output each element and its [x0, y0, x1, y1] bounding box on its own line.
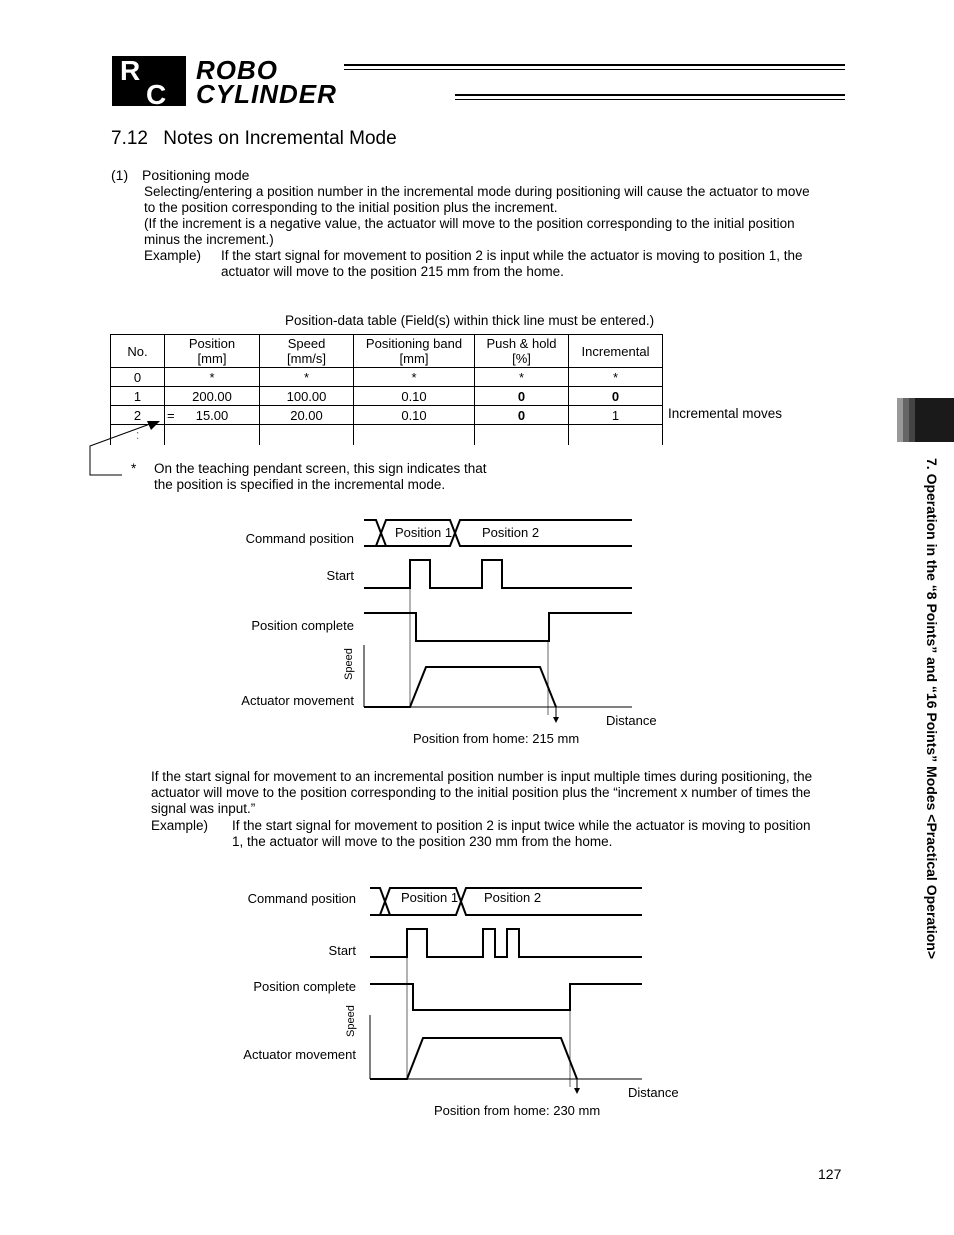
timing1-caption: Position from home: 215 mm — [413, 731, 580, 746]
col-header-position: Position [mm] — [165, 335, 260, 368]
col-header-speed: Speed [mm/s] — [260, 335, 354, 368]
footnote-text — [154, 461, 486, 493]
cell-position: * — [165, 368, 260, 387]
timing-diagram-1 — [0, 500, 954, 750]
footnote-line: the position is specified in the incremental mode. — [154, 477, 446, 492]
timing2-caption: Position from home: 230 mm — [434, 1103, 601, 1118]
cell-incremental: 1 — [569, 406, 663, 425]
paragraph-line: If the start signal for movement to an incremental position number is input multiple times during positioning, the — [151, 769, 813, 784]
intro-line: Selecting/entering a position number in the incremental mode during positioning will cause the actuator to move — [144, 184, 810, 199]
cell-push: 0 — [475, 406, 569, 425]
intro-line: minus the increment.) — [144, 232, 274, 247]
actuator-speed-profile — [364, 667, 556, 707]
label-position-complete: Position complete — [251, 618, 354, 633]
cell-band: 0.10 — [354, 387, 475, 406]
cell-incremental: 0 — [569, 387, 663, 406]
cell-position: 15.00 — [165, 406, 260, 425]
actuator-speed-profile — [370, 1038, 577, 1079]
example-line: 1, the actuator will move to the position 230 mm from the home. — [232, 834, 613, 849]
col-header-incremental: Incremental — [569, 335, 663, 368]
position-complete-signal — [364, 613, 632, 641]
cell-no-value: 2 — [133, 407, 142, 423]
paragraph-line: signal was input.” — [151, 801, 256, 816]
cell-push: 0 — [475, 387, 569, 406]
example-text-2 — [232, 818, 847, 850]
example-line: actuator will move to the position 215 mm from the home. — [221, 264, 564, 279]
label-command-position: Command position — [247, 891, 356, 906]
multi-input-paragraph — [151, 769, 851, 817]
cell-band: 0.10 — [354, 406, 475, 425]
intro-line: (If the increment is a negative value, the actuator will move to the position corresponding to the initial position — [144, 216, 795, 231]
command-position-1: Position 1 — [401, 890, 459, 905]
cell-band: * — [354, 368, 475, 387]
label-position-complete: Position complete — [253, 979, 356, 994]
col-header-band: Positioning band [mm] — [354, 335, 475, 368]
table-caption: Position-data table (Field(s) within thick line must be entered.) — [285, 313, 655, 328]
footnote-line: On the teaching pendant screen, this sign indicates that — [154, 461, 487, 476]
logo-letter-r: R — [120, 55, 141, 86]
cell-ellipsis: : — [111, 425, 165, 445]
page-number: 127 — [818, 1166, 842, 1182]
cell-no: 1 — [111, 387, 165, 406]
footnote-mark: * — [131, 461, 137, 476]
section-title: Notes on Incremental Mode — [163, 128, 397, 149]
position-complete-signal — [370, 984, 642, 1010]
label-distance: Distance — [606, 713, 657, 728]
cell-push: * — [475, 368, 569, 387]
label-actuator-movement: Actuator movement — [243, 1047, 356, 1062]
intro-line: to the position corresponding to the initial position plus the increment. — [144, 200, 558, 215]
logo-robo: ROBO — [196, 55, 278, 85]
start-signal — [364, 560, 632, 588]
footnote-callout-arrow — [0, 0, 954, 490]
cell-incremental: * — [569, 368, 663, 387]
chapter-tab-marker — [897, 398, 954, 442]
col-header-push: Push & hold [%] — [475, 335, 569, 368]
label-speed: Speed — [343, 648, 355, 680]
row-note: Incremental moves — [668, 406, 783, 421]
timing-diagram-2 — [0, 865, 954, 1125]
label-start: Start — [326, 568, 354, 583]
example-label-1: Example) — [144, 248, 202, 263]
section-number: 7.12 — [111, 128, 148, 149]
label-distance: Distance — [628, 1085, 679, 1100]
cell-speed: 20.00 — [260, 406, 354, 425]
paragraph-line: actuator will move to the position corresponding to the initial position plus the “increment x number of times the — [151, 785, 811, 800]
incremental-mark: = — [167, 408, 175, 423]
label-start: Start — [328, 943, 356, 958]
cell-no: 0 — [111, 368, 165, 387]
label-command-position: Command position — [245, 531, 354, 546]
command-position-2: Position 2 — [484, 890, 542, 905]
col-header-no: No. — [111, 335, 165, 368]
command-position-1: Position 1 — [395, 525, 453, 540]
logo-letter-c: C — [146, 79, 167, 110]
label-actuator-movement: Actuator movement — [241, 693, 354, 708]
subsection-label: (1) — [111, 167, 129, 183]
example-label-2: Example) — [151, 818, 209, 833]
cell-speed: 100.00 — [260, 387, 354, 406]
label-speed: Speed — [345, 1005, 357, 1037]
start-signal — [370, 929, 642, 957]
cell-position: 200.00 — [165, 387, 260, 406]
cell-speed: * — [260, 368, 354, 387]
chapter-side-title: 7. Operation in the “8 Points” and “16 Points” Modes <Practical Operation> — [924, 458, 940, 960]
example-line: If the start signal for movement to position 2 is input while the actuator is moving to position 1, the — [221, 248, 803, 263]
command-position-2: Position 2 — [482, 525, 540, 540]
example-line: If the start signal for movement to position 2 is input twice while the actuator is moving to position — [232, 818, 811, 833]
logo-cylinder: CYLINDER — [196, 79, 337, 109]
subsection-title: Positioning mode — [142, 167, 250, 183]
